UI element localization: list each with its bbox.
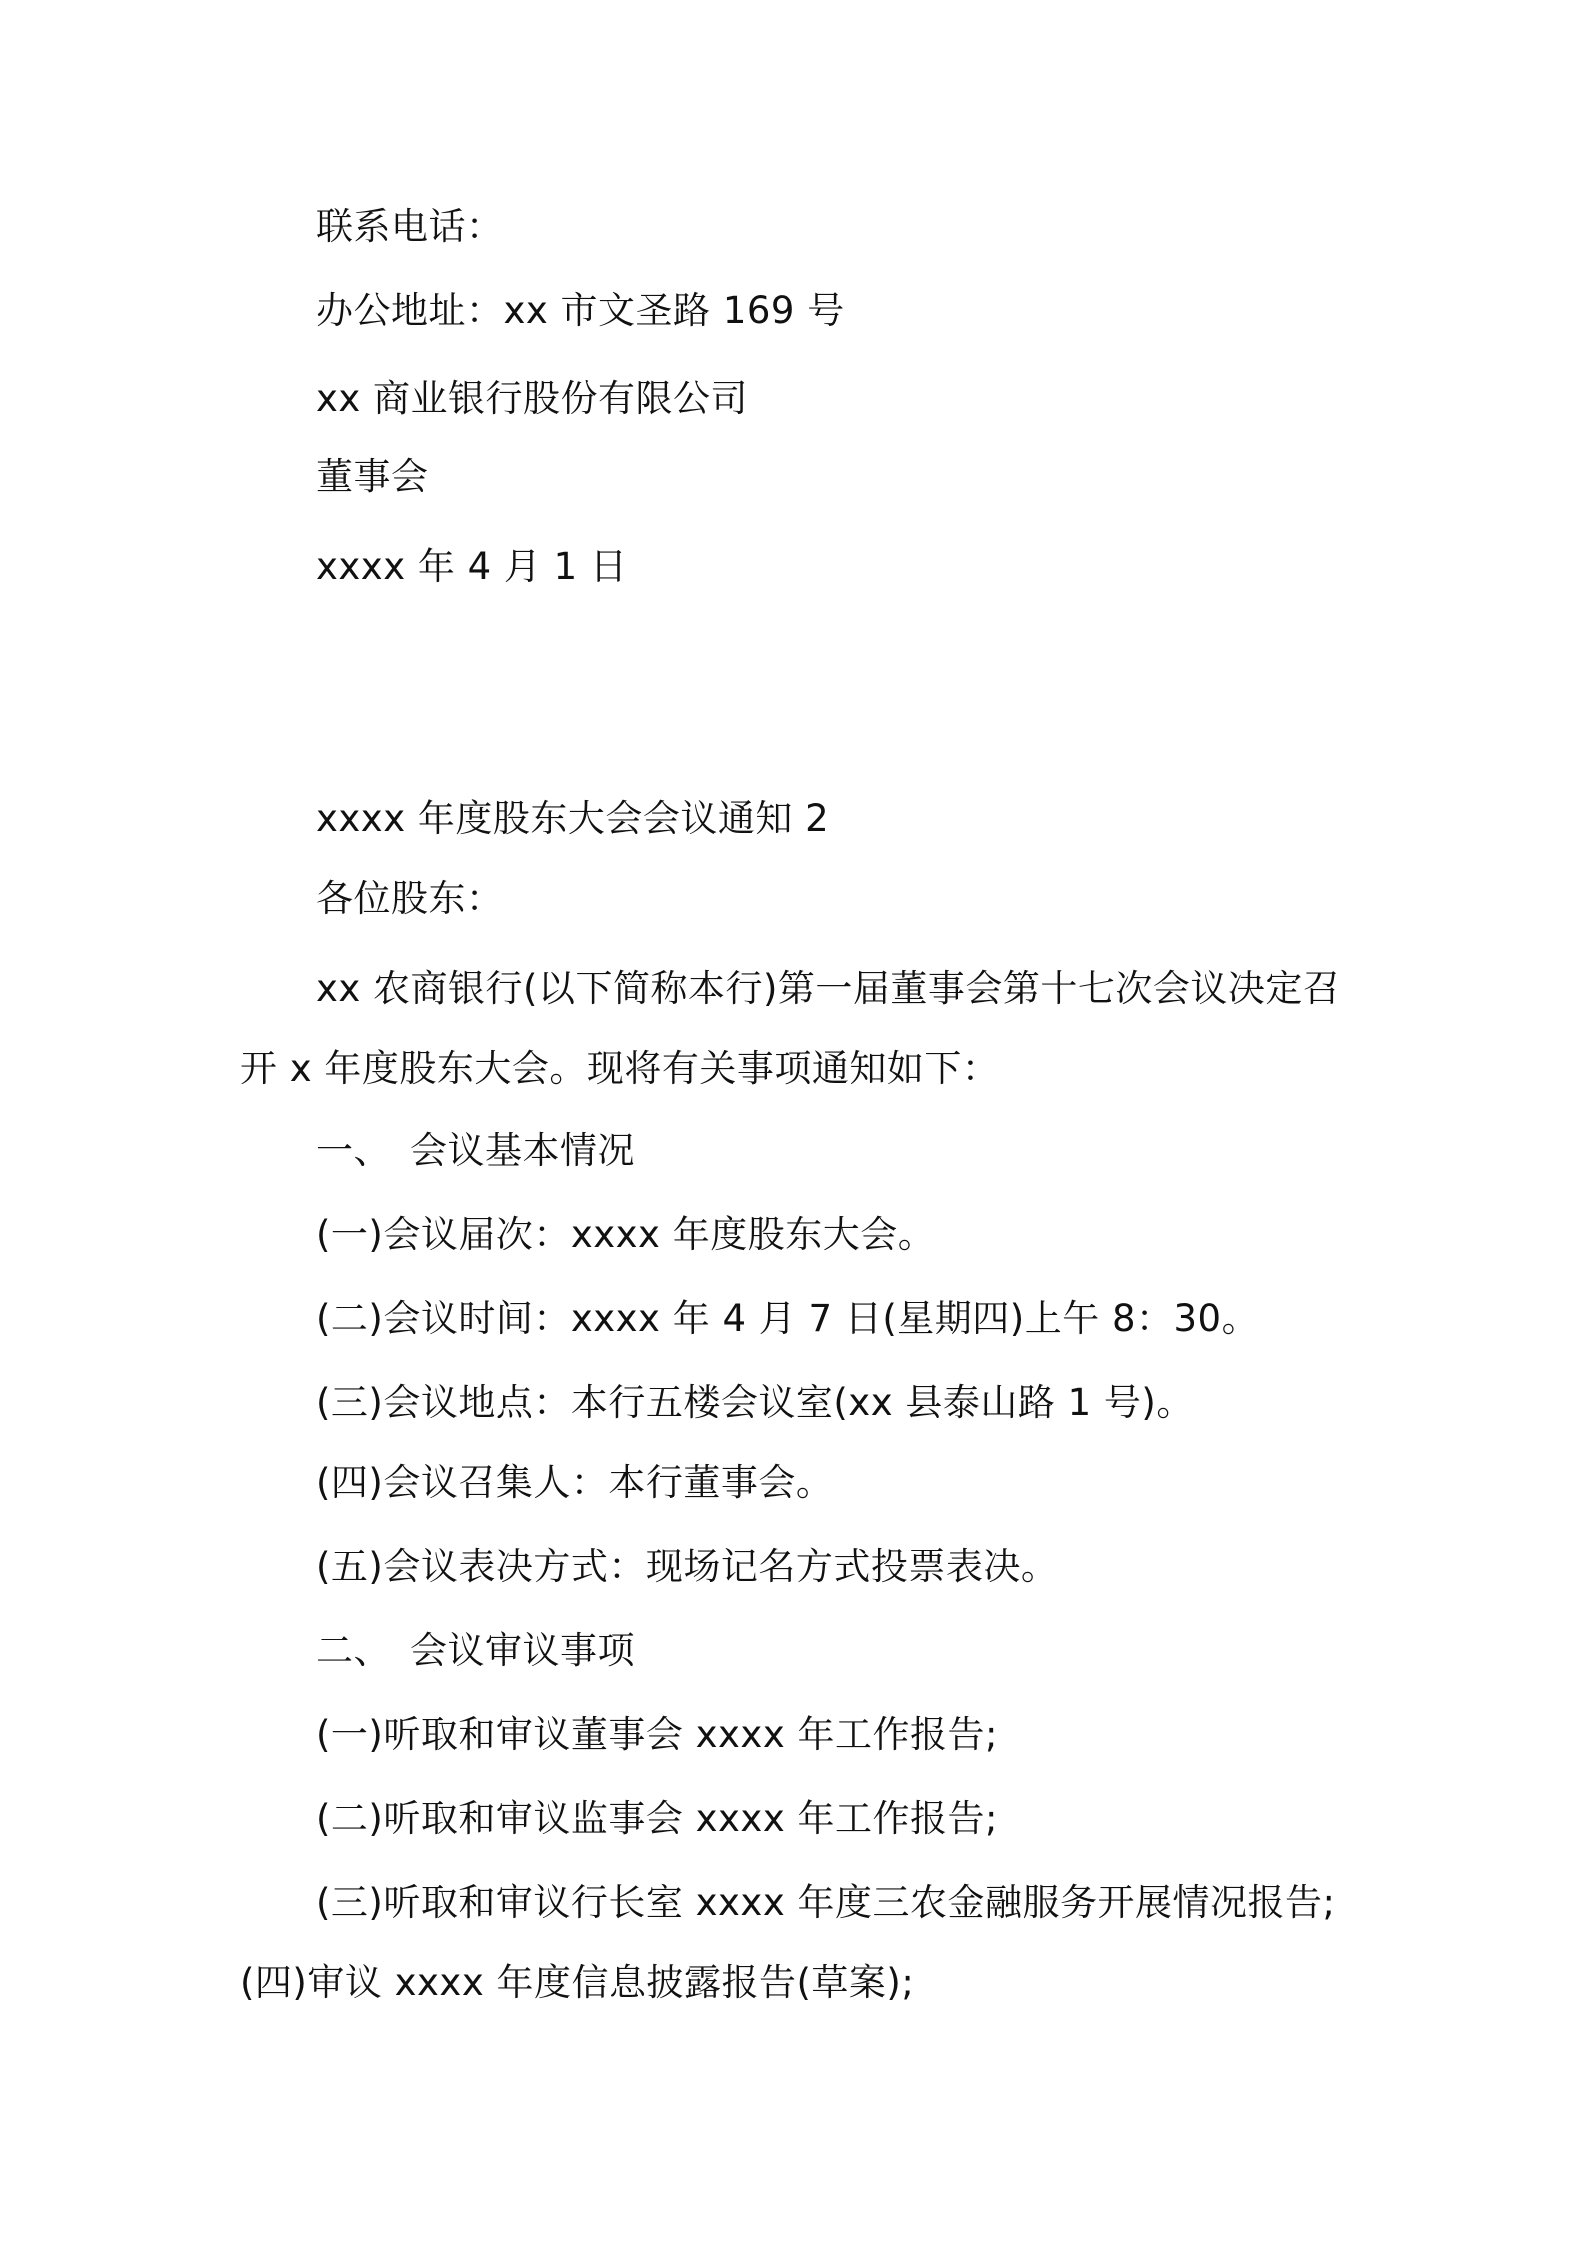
section-1-number: 一、 xyxy=(316,1129,391,1172)
section-1-item: (一)会议届次：xxxx 年度股东大会。 xyxy=(316,1213,936,1256)
section-1-item: (四)会议召集人：本行董事会。 xyxy=(316,1461,834,1504)
contact-address: 办公地址：xx 市文圣路 169 号 xyxy=(316,289,845,332)
notice-salutation: 各位股东： xyxy=(316,877,504,920)
notice-intro-line-2: 开 x 年度股东大会。现将有关事项通知如下： xyxy=(240,1047,1000,1090)
section-2-number: 二、 xyxy=(316,1629,391,1672)
signature-board: 董事会 xyxy=(316,455,429,498)
section-1-heading xyxy=(316,1128,635,1174)
section-2-heading xyxy=(316,1628,635,1674)
signature-date: xxxx 年 4 月 1 日 xyxy=(316,545,628,588)
section-2-item: (四)审议 xxxx 年度信息披露报告(草案); xyxy=(240,1961,915,2004)
section-1-item: (五)会议表决方式：现场记名方式投票表决。 xyxy=(316,1545,1059,1588)
section-2-item: (三)听取和审议行长室 xxxx 年度三农金融服务开展情况报告; xyxy=(316,1881,1336,1924)
section-1-title: 会议基本情况 xyxy=(410,1129,635,1172)
section-2-title: 会议审议事项 xyxy=(410,1629,635,1672)
section-1-item: (二)会议时间：xxxx 年 4 月 7 日(星期四)上午 8：30。 xyxy=(316,1297,1260,1340)
signature-company: xx 商业银行股份有限公司 xyxy=(316,377,749,420)
notice-title: xxxx 年度股东大会会议通知 2 xyxy=(316,797,830,840)
section-2-item: (二)听取和审议监事会 xxxx 年工作报告; xyxy=(316,1797,998,1840)
section-1-item: (三)会议地点：本行五楼会议室(xx 县泰山路 1 号)。 xyxy=(316,1381,1194,1424)
contact-phone-label: 联系电话： xyxy=(316,205,504,248)
notice-intro-line-1: xx 农商银行(以下简称本行)第一届董事会第十七次会议决定召 xyxy=(316,967,1341,1010)
section-2-item: (一)听取和审议董事会 xxxx 年工作报告; xyxy=(316,1713,998,1756)
